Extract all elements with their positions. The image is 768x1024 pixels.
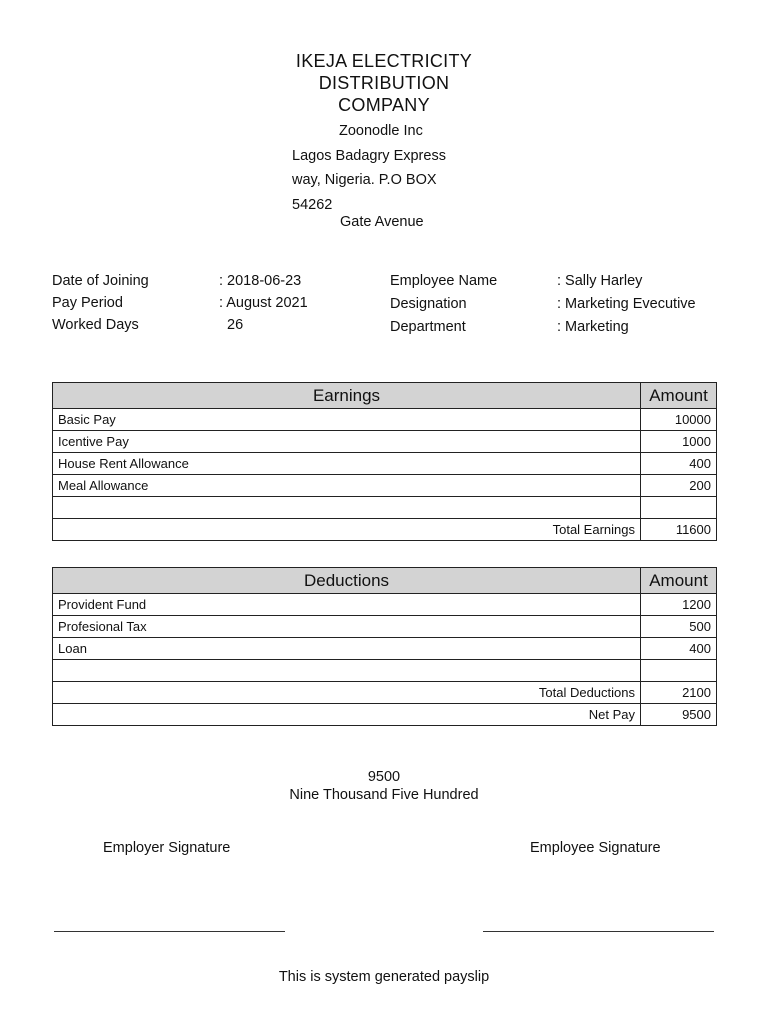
deduction-amount: 400 <box>641 638 717 660</box>
info-label: Employee Name <box>390 273 498 289</box>
table-header-row <box>53 568 717 594</box>
table-header-row <box>53 383 717 409</box>
total-row <box>53 519 717 541</box>
empty-cell <box>53 497 641 519</box>
address-line: 54262 <box>292 197 333 213</box>
table-row <box>53 409 717 431</box>
earning-label: House Rent Allowance <box>53 453 641 475</box>
company-name-line: DISTRIBUTION <box>318 73 450 93</box>
earning-label: Meal Allowance <box>53 475 641 497</box>
empty-cell <box>641 660 717 682</box>
deductions-header: Deductions <box>53 568 641 594</box>
net-pay-row <box>53 704 717 726</box>
total-deductions-amount: 2100 <box>641 682 717 704</box>
total-earnings-label: Total Earnings <box>53 519 641 541</box>
employee-signature-line <box>483 931 714 932</box>
earning-amount: 200 <box>641 475 717 497</box>
employer-signature-label: Employer Signature <box>103 840 231 856</box>
earnings-header: Earnings <box>53 383 641 409</box>
address-line-last: Gate Avenue <box>340 214 424 230</box>
earning-amount: 1000 <box>641 431 717 453</box>
net-pay-words: Nine Thousand Five Hundred <box>289 787 479 803</box>
info-value: : Marketing Evecutive <box>557 296 696 312</box>
table-row <box>53 475 717 497</box>
table-row-empty <box>53 497 717 519</box>
amount-header: Amount <box>641 568 717 594</box>
deduction-label: Profesional Tax <box>53 616 641 638</box>
total-earnings-amount: 11600 <box>641 519 717 541</box>
total-row <box>53 682 717 704</box>
company-name <box>234 50 534 116</box>
table-row <box>53 594 717 616</box>
table-row-empty <box>53 660 717 682</box>
table-row <box>53 431 717 453</box>
table-row <box>53 453 717 475</box>
empty-cell <box>53 660 641 682</box>
net-pay-label: Net Pay <box>53 704 641 726</box>
address-line: way, Nigeria. P.O BOX <box>292 172 437 188</box>
employer-signature-line <box>54 931 285 932</box>
deduction-label: Loan <box>53 638 641 660</box>
footer-note: This is system generated payslip <box>278 969 490 985</box>
table-row <box>53 638 717 660</box>
info-label: Pay Period <box>52 295 123 311</box>
earning-label: Basic Pay <box>53 409 641 431</box>
deduction-label: Provident Fund <box>53 594 641 616</box>
total-deductions-label: Total Deductions <box>53 682 641 704</box>
earnings-table <box>52 382 717 541</box>
earning-label: Icentive Pay <box>53 431 641 453</box>
deduction-amount: 1200 <box>641 594 717 616</box>
earning-amount: 10000 <box>641 409 717 431</box>
amount-header: Amount <box>641 383 717 409</box>
empty-cell <box>641 497 717 519</box>
net-pay-amount: 9500 <box>641 704 717 726</box>
deductions-table <box>52 567 717 726</box>
net-pay-figure: 9500 <box>367 769 401 785</box>
earning-amount: 400 <box>641 453 717 475</box>
info-value: : Marketing <box>557 319 629 335</box>
info-label: Department <box>390 319 466 335</box>
table-row <box>53 616 717 638</box>
employee-signature-label: Employee Signature <box>530 840 661 856</box>
address-line: Lagos Badagry Express <box>292 148 446 164</box>
company-name-line: IKEJA ELECTRICITY <box>295 51 473 71</box>
info-label: Designation <box>390 296 467 312</box>
company-name-line: COMPANY <box>338 95 430 115</box>
info-value: : Sally Harley <box>557 273 643 289</box>
info-value: : 2018-06-23 <box>219 273 302 289</box>
info-label: Date of Joining <box>52 273 149 289</box>
info-value: 26 <box>227 317 244 333</box>
deduction-amount: 500 <box>641 616 717 638</box>
info-label: Worked Days <box>52 317 139 333</box>
company-sub-name: Zoonodle Inc <box>339 123 423 139</box>
info-value: : August 2021 <box>219 295 308 311</box>
